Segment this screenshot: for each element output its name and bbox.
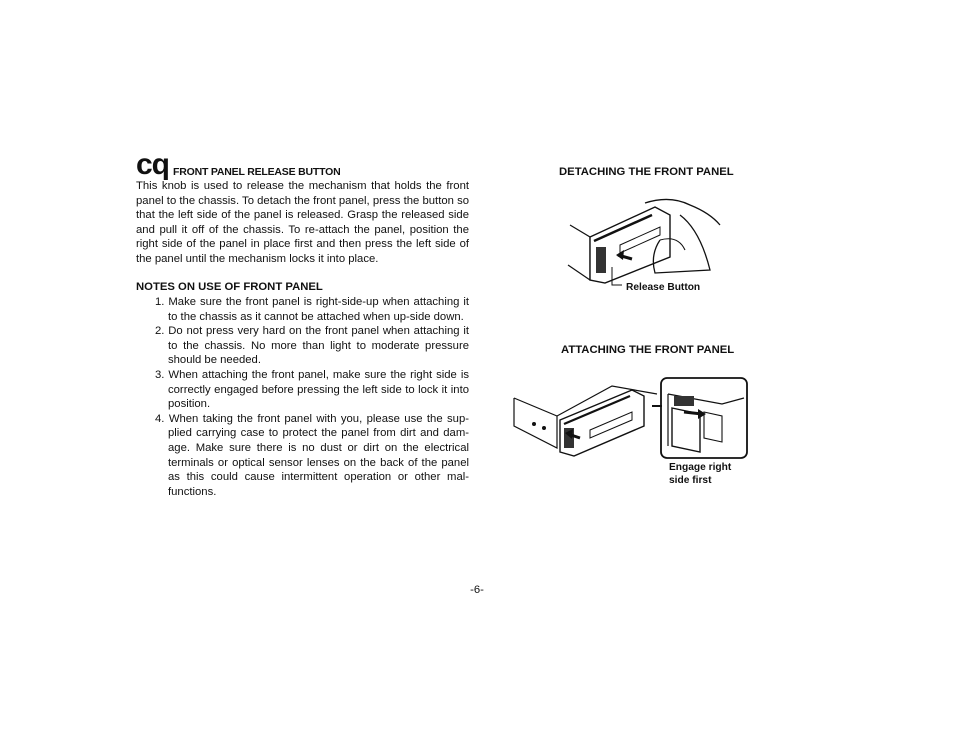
notes-list xyxy=(155,295,469,499)
page-number: -6- xyxy=(470,584,484,596)
detach-figure-title: DETACHING THE FRONT PANEL xyxy=(559,166,734,178)
attach-figure-title: ATTACHING THE FRONT PANEL xyxy=(561,344,735,356)
attach-caption-line2: side first xyxy=(669,475,712,486)
attach-caption-line1: Engage right xyxy=(669,462,732,473)
detach-illustration xyxy=(560,195,730,285)
detach-caption: Release Button xyxy=(626,282,701,293)
section-description: This knob is used to release the mechanism that holds the front panel to the chassis. To detach the front panel, press the button so that the left side of the panel is released. Grasp the released side and pull it off of the chassis. To re-attach the panel, position the right side of the panel in place first and then press the left side of the panel until the mechanism locks it into place. xyxy=(136,180,469,265)
note-item: 3. When attaching the front panel, make sure the right side is correctly engaged before pressing the left side to lock it into position. xyxy=(155,368,469,411)
attach-caption xyxy=(669,461,731,487)
section-title: FRONT PANEL RELEASE BUTTON xyxy=(173,166,341,178)
note-item: 4. When taking the front panel with you, please use the sup-plied carrying case to protect the panel from dirt and dam-age. Make sure there is no dust or dirt on the electrical terminals or optical sensor lenses on the back of the panel as this could cause intermittent operation or other mal-functions. xyxy=(155,412,469,498)
note-item: 1. Make sure the front panel is right-side-up when attaching it to the chassis as it cannot be attached when up-side down. xyxy=(155,296,469,323)
note-item: 2. Do not press very hard on the front panel when attaching it to the chassis. No more than light to moderate pressure should be needed. xyxy=(155,325,469,367)
notes-heading: NOTES ON USE OF FRONT PANEL xyxy=(136,281,323,293)
attach-illustration xyxy=(512,376,752,458)
section-marker: cq xyxy=(136,148,170,181)
